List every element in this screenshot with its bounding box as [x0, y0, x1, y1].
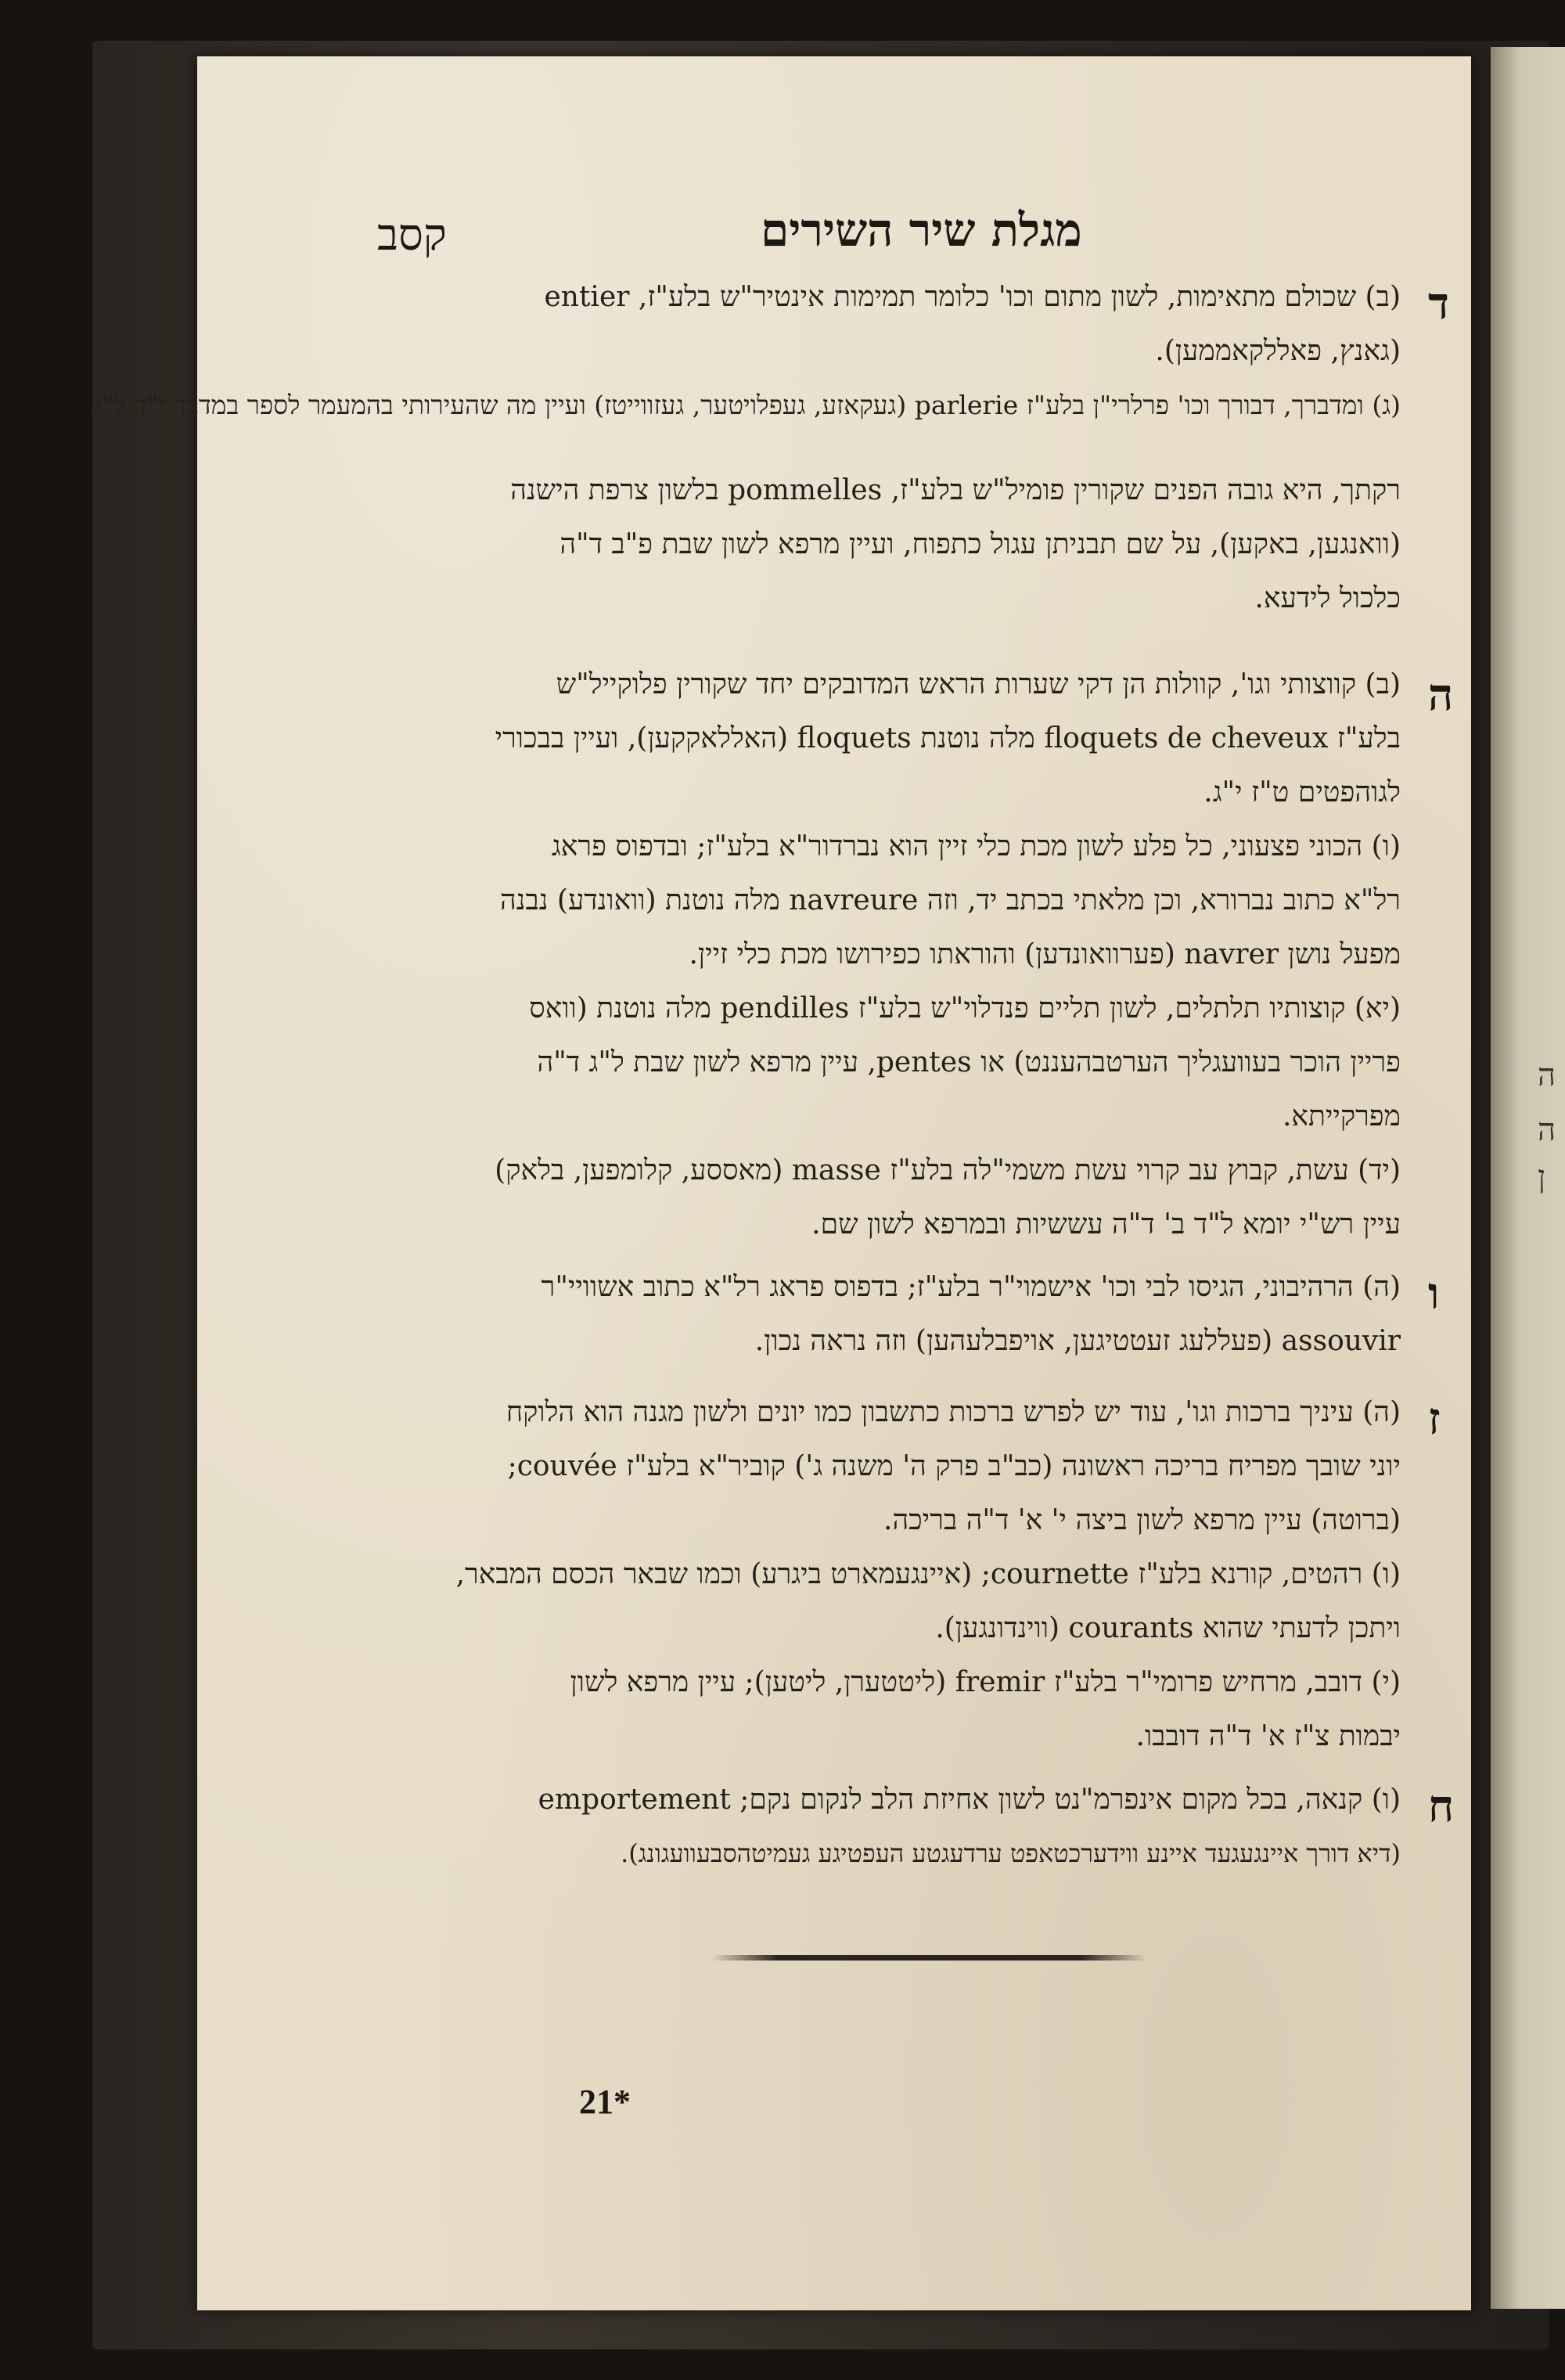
edge-glyph: ן — [1538, 1159, 1546, 1195]
text-line: (וואנגען, באקען), על שם תבניתן עגול כתפוח, ועיין מרפא לשון שבת פ"ב ד"ה — [559, 528, 1401, 560]
text-line: assouvir (פעללעג זעטטיגען, אויפבלעהען) וזה נראה נכון. — [754, 1325, 1401, 1357]
section-divider — [712, 1955, 1146, 1961]
text-line: רל"א כתוב נברורא, וכן מלאתי בכתב יד, וזה navreure מלה נוטנת (וואונדע) נבנה — [500, 884, 1401, 916]
chapter-marker: ו — [1428, 1268, 1440, 1320]
text-line: פריין הוכר בעוועגליך הערטבהעננט) או pentes, עיין מרפא לשון שבת ל"ג ד"ה — [537, 1046, 1401, 1078]
text-line: עיין רש"י יומא ל"ד ב' ד"ה עששיות ובמרפא לשון שם. — [811, 1208, 1401, 1240]
text-line: (ב) קווצותי וגו', קוולות הן דקי שערות הראש המדובקים יחד שקורין פלוקייל"ש — [556, 668, 1401, 700]
section-block — [376, 1773, 1401, 1881]
text-line: כלכול לידעא. — [1254, 582, 1401, 614]
text-line: (יד) עשת, קבוץ עב קרוי עשת משמי"לה בלע"ז masse (מאססע, קלומפען, בלאק) — [495, 1154, 1401, 1186]
edge-glyph: ה — [1538, 1112, 1556, 1148]
chapter-marker: ז — [1428, 1393, 1441, 1445]
text-line: (דיא דורך איינגעגעד איינע ווידערכטאפט ערדעגטע העפטיגע געמיטהסבעוועגונג). — [621, 1838, 1401, 1868]
text-line — [376, 270, 1401, 324]
text-line: (יא) קוצותיו תלתלים, לשון תליים פנדלוי"ש בלע"ז pendilles מלה נוטנת (וואס — [529, 992, 1401, 1024]
text-line: (ו) רהטים, קורנא בלע"ז cournette; (איינגעמארט ביגרע) וכמו שבאר הכסם המבאר, — [455, 1558, 1401, 1590]
page-number: קסב — [377, 210, 447, 261]
text-line: (גאנץ, פאללקאממען). — [1155, 335, 1401, 367]
text-line: מפעל נושן navrer (פערוואונדען) והוראתו כפירושו מכת כלי זיין. — [689, 938, 1401, 970]
text-line: יוני שובך מפריח בריכה ראשונה (כב"ב פרק ה' משנה ג') קוביר"א בלע"ז couvée; — [507, 1450, 1401, 1482]
page-header — [197, 196, 1471, 266]
chapter-marker: ח — [1428, 1780, 1455, 1832]
text-line: בלע"ז floquets de cheveux מלה נוטנת floquets (האללאקקען), ועיין בבכורי — [495, 722, 1401, 754]
signature-mark: 21* — [579, 2083, 631, 2121]
text-line: (ו) הכוני פצעוני, כל פלע לשון מכת כלי זיין הוא נברדור"א בלע"ז; ובדפוס פראג — [551, 830, 1401, 862]
section-block — [376, 657, 1401, 1251]
text-line: יבמות צ"ז א' ד"ה דובבו. — [1135, 1720, 1401, 1752]
text-line: (ו) קנאה, בכל מקום אינפרמ"נט לשון אחיזת הלב לנקום נקם; emportement — [538, 1784, 1401, 1816]
section-block — [376, 1385, 1401, 1763]
next-page-edge — [1491, 47, 1565, 2309]
text-line: (ה) הרהיבוני, הגיסו לבי וכו' אישמוי"ר בלע"ז; בדפוס פראג רל"א כתוב אשוויי"ר — [541, 1271, 1401, 1303]
text-line: רקתך, היא גובה הפנים שקורין פומיל"ש בלע"ז, pommelles בלשון צרפת הישנה — [510, 474, 1401, 506]
edge-glyph: ה — [1538, 1057, 1556, 1093]
text-line: (ג) ומדברך, דבורך וכו' פרלרי"ן בלע"ז parlerie (געקאזע, געפלויטער, געזווייטז) ועיין מה שהעירותי בהמעמר לספר במדבר י"ד ל"ו. — [87, 390, 1401, 420]
text-line: (ברוטה) עיין מרפא לשון ביצה י' א' ד"ה בריכה. — [883, 1504, 1401, 1536]
text-line: (י) דובב, מרחיש פרומי"ר בלע"ז fremir (ליטטערן, ליטען); עיין מרפא לשון — [570, 1666, 1401, 1698]
chapter-marker: ד — [1428, 278, 1449, 329]
spacer — [376, 432, 1401, 463]
text-line: לגוהפטים ט"ז י"ג. — [1203, 776, 1401, 808]
running-title: מגלת שיר השירים — [761, 203, 1082, 257]
text-line: מפרקייתא. — [1282, 1100, 1401, 1132]
section-block — [376, 1260, 1401, 1368]
chapter-marker: ה — [1428, 669, 1454, 721]
section-block — [87, 270, 1401, 625]
line-text: (ב) שכולם מתאימות, לשון מתום וכו' כלומר תמימות אינטיר"ש בלע"ז, entier — [544, 281, 1401, 313]
text-line: ויתכן לדעתי שהוא courants (ווינדונגען). — [935, 1612, 1401, 1644]
text-line: (ה) עיניך ברכות וגו', עוד יש לפרש ברכות כתשבון כמו יונים ולשון מגנה הוא הלוקח — [505, 1396, 1401, 1428]
